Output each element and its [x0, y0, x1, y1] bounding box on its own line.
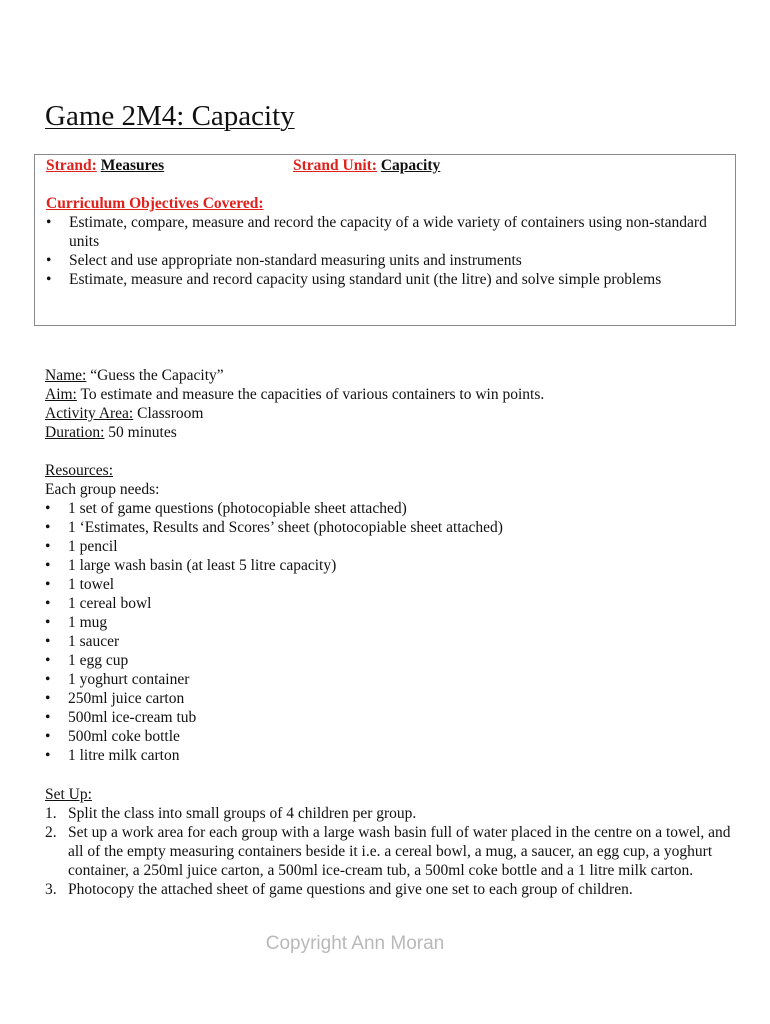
- page-title: Game 2M4: Capacity: [45, 100, 295, 132]
- area-label: Activity Area:: [45, 405, 134, 422]
- aim-line: [45, 385, 735, 404]
- name-line: [45, 366, 735, 385]
- copyright-watermark: Copyright Ann Moran: [265, 933, 445, 954]
- resources-list: [45, 499, 735, 765]
- resource-item: • 1 large wash basin (at least 5 litre capacity): [45, 556, 735, 575]
- strand-value: Measures: [100, 157, 165, 174]
- resource-item: • 1 cereal bowl: [45, 594, 735, 613]
- resource-item: • 1 towel: [45, 575, 735, 594]
- resource-item: • 1 set of game questions (photocopiable sheet attached): [45, 499, 735, 518]
- objective-item: • Select and use appropriate non-standard measuring units and instruments: [46, 251, 716, 270]
- setup-steps: [45, 804, 735, 899]
- step-text: Photocopy the attached sheet of game questions and give one set to each group of children.: [68, 881, 633, 898]
- strand-unit-label: Strand Unit:: [293, 157, 377, 174]
- duration-value: 50 minutes: [108, 424, 177, 441]
- duration-label: Duration:: [45, 424, 105, 441]
- resource-item: • 250ml juice carton: [45, 689, 735, 708]
- setup-step: [45, 880, 735, 899]
- strand-label: Strand:: [46, 157, 97, 174]
- name-label: Name:: [45, 367, 87, 384]
- resources-heading: Resources:: [45, 462, 114, 479]
- resource-item: • 1 yoghurt container: [45, 670, 735, 689]
- resource-item: • 500ml coke bottle: [45, 727, 735, 746]
- objective-item: • Estimate, measure and record capacity using standard unit (the litre) and solve simple problems: [46, 270, 716, 289]
- setup-step: [45, 823, 735, 880]
- strand-unit: [293, 157, 440, 175]
- resource-item: • 1 pencil: [45, 537, 735, 556]
- curriculum-box: [34, 154, 736, 326]
- resource-item: • 500ml ice-cream tub: [45, 708, 735, 727]
- setup-heading: Set Up:: [45, 786, 92, 803]
- duration-line: [45, 423, 735, 442]
- objectives-list: [46, 213, 716, 289]
- area-line: [45, 404, 735, 423]
- resource-item: • 1 saucer: [45, 632, 735, 651]
- resource-item: • 1 ‘Estimates, Results and Scores’ sheet (photocopiable sheet attached): [45, 518, 735, 537]
- area-value: Classroom: [137, 405, 204, 422]
- step-text: Set up a work area for each group with a large wash basin full of water placed in the centre on a towel, and all of the empty measuring containers beside it i.e. a cereal bowl, a mug, a saucer, an egg cup, a yoghurt container, a 250ml juice carton, a 500ml ice-cream tub, a 500ml coke bottle and a 1 litre milk carton.: [68, 824, 731, 879]
- strand-unit-value: Capacity: [380, 157, 441, 174]
- resources-intro: Each group needs:: [45, 481, 160, 498]
- step-number: 1.: [45, 805, 57, 822]
- objective-item: • Estimate, compare, measure and record the capacity of a wide variety of containers using non-standard units: [46, 213, 716, 251]
- objectives-title: Curriculum Objectives Covered:: [46, 195, 264, 212]
- setup-section: [45, 785, 735, 899]
- resource-item: • 1 egg cup: [45, 651, 735, 670]
- aim-value: To estimate and measure the capacities of various containers to win points.: [80, 386, 545, 403]
- step-number: 2.: [45, 824, 57, 841]
- resources-section: [45, 461, 735, 765]
- resource-item: • 1 litre milk carton: [45, 746, 735, 765]
- step-number: 3.: [45, 881, 57, 898]
- step-text: Split the class into small groups of 4 children per group.: [68, 805, 417, 822]
- resource-item: • 1 mug: [45, 613, 735, 632]
- name-value: “Guess the Capacity”: [90, 367, 224, 384]
- aim-label: Aim:: [45, 386, 77, 403]
- strand: [46, 157, 164, 175]
- setup-step: [45, 804, 735, 823]
- game-info: [45, 366, 735, 442]
